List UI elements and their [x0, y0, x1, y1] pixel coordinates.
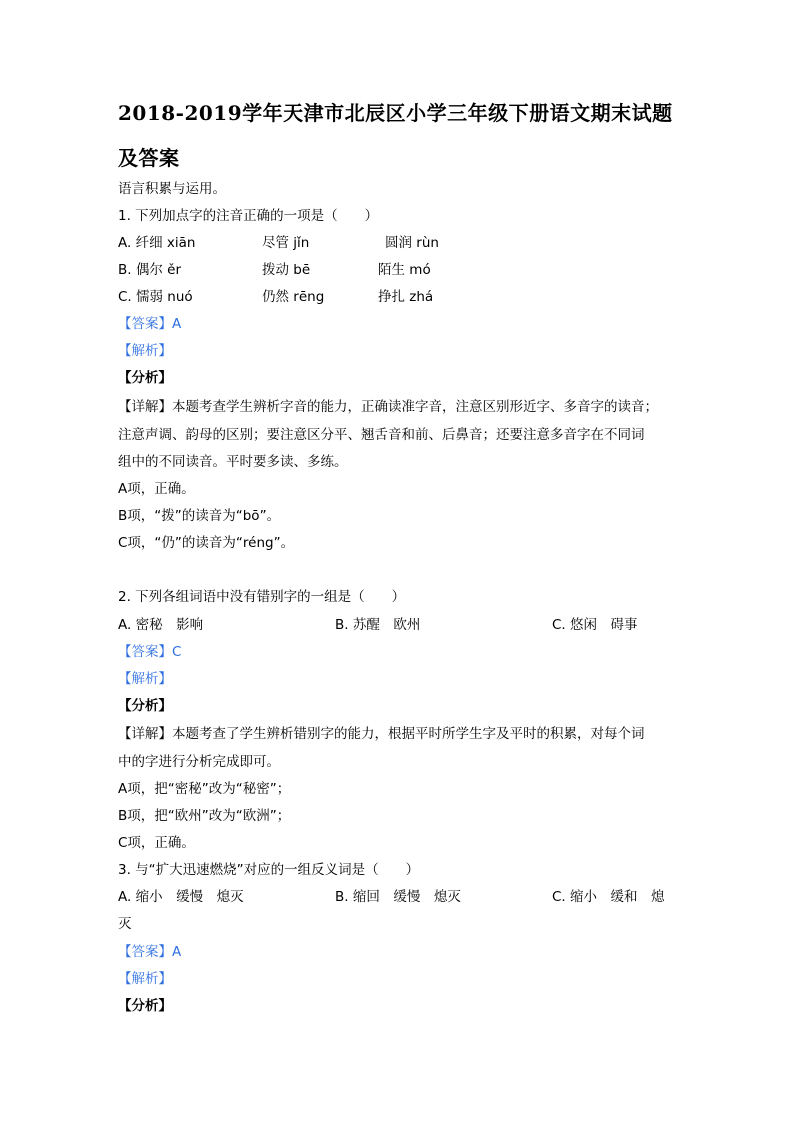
q1-optC-2: 仍然 rēng	[262, 289, 325, 305]
q1-detail-3: 组中的不同读音。平时要多读、多练。	[118, 454, 348, 470]
q2-item-b: B项，把“欧州”改为“欧洲”；	[118, 808, 291, 824]
q3-answer: 【答案】A	[118, 944, 182, 960]
q3-opt-c: C. 缩小 缓和 熄	[552, 889, 665, 905]
q1-optC-1: C. 懦弱 nuó	[118, 289, 193, 305]
doc-title-line1: 2018-2019学年天津市北辰区小学三年级下册语文期末试题	[118, 101, 673, 125]
q1-answer: 【答案】A	[118, 316, 182, 332]
q3-opt-c-wrap: 灭	[118, 916, 132, 932]
q3-stem: 3. 与“扩大迅速燃烧”对应的一组反义词是（ ）	[118, 862, 420, 878]
q2-opt-b: B. 苏醒 欧州	[335, 617, 421, 633]
section-heading: 语言积累与运用。	[118, 181, 226, 197]
q1-detail-1: 【详解】本题考查学生辨析字音的能力，正确读准字音，注意区别形近字、多音字的读音；	[118, 399, 658, 415]
q2-answer: 【答案】C	[118, 644, 182, 660]
q1-item-c: C项，“仍”的读音为“réng”。	[118, 535, 295, 551]
q3-analysis: 【解析】	[118, 971, 172, 987]
q3-opt-b: B. 缩回 缓慢 熄灭	[335, 889, 461, 905]
q1-optC-3: 挣扎 zhá	[378, 289, 434, 305]
q1-detail-2: 注意声调、韵母的区别；要注意区分平、翘舌音和前、后鼻音；还要注意多音字在不同词	[118, 427, 645, 443]
q1-optB-1: B. 偶尔 ěr	[118, 262, 181, 278]
q1-optB-2: 拨动 bē	[262, 262, 311, 278]
q1-fenxi: 【分析】	[118, 370, 172, 386]
q2-opt-c: C. 悠闲 碍事	[552, 617, 638, 633]
doc-title-line2: 及答案	[118, 146, 180, 170]
q2-item-a: A项，把“密秘”改为“秘密”；	[118, 781, 291, 797]
q2-detail-1: 【详解】本题考查了学生辨析错别字的能力，根据平时所学生字及平时的积累，对每个词	[118, 726, 645, 742]
q1-item-b: B项，“拨”的读音为“bō”。	[118, 508, 281, 524]
q1-optB-3: 陌生 mó	[378, 262, 431, 278]
q1-analysis: 【解析】	[118, 343, 172, 359]
q2-detail-2: 中的字进行分析完成即可。	[118, 754, 280, 770]
q2-opt-a: A. 密秘 影响	[118, 617, 204, 633]
q2-item-c: C项，正确。	[118, 835, 195, 851]
q1-optA-1: A. 纤细 xiān	[118, 235, 196, 251]
q1-optA-2: 尽管 jǐn	[262, 235, 310, 251]
q1-optA-3: 圆润 rùn	[385, 235, 439, 251]
q3-fenxi: 【分析】	[118, 998, 172, 1014]
q2-analysis: 【解析】	[118, 671, 172, 687]
q3-opt-a: A. 缩小 缓慢 熄灭	[118, 889, 244, 905]
q2-fenxi: 【分析】	[118, 698, 172, 714]
q1-item-a: A项，正确。	[118, 481, 195, 497]
q1-stem: 1. 下列加点字的注音正确的一项是（ ）	[118, 208, 379, 224]
q2-stem: 2. 下列各组词语中没有错别字的一组是（ ）	[118, 589, 406, 605]
